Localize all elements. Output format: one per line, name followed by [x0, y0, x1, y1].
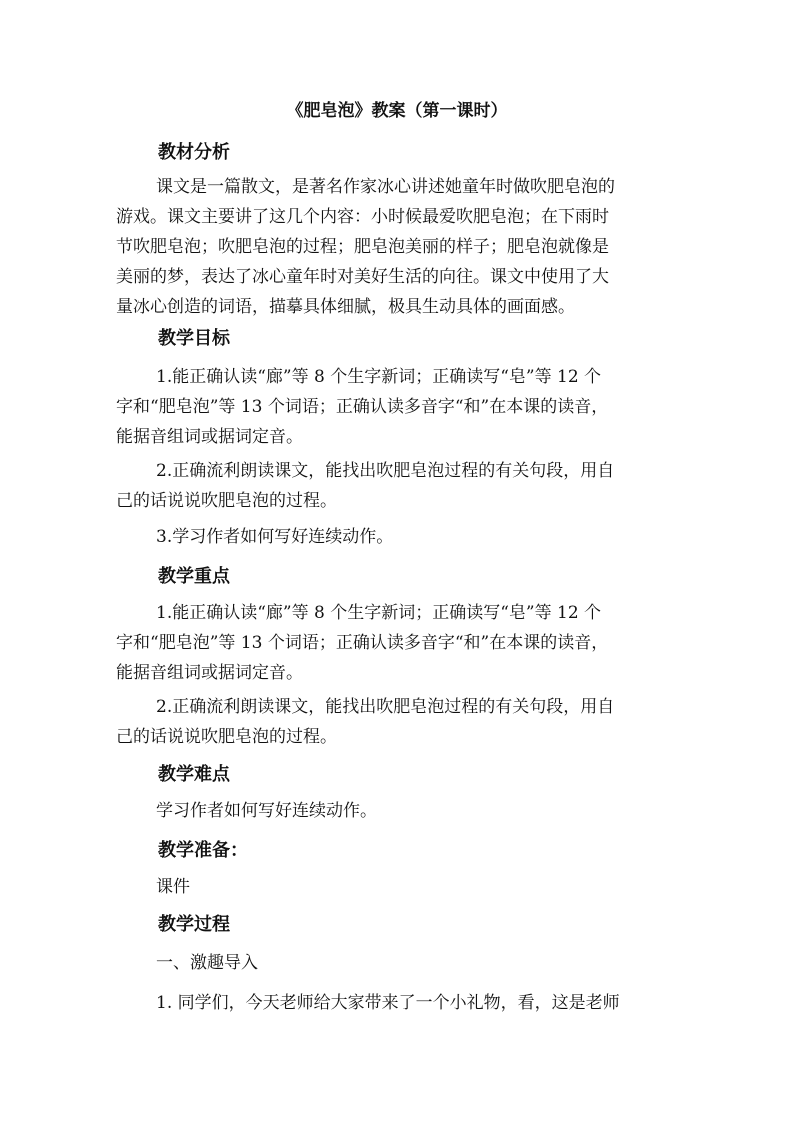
paragraph-line: 2.正确流利朗读课文，能找出吹肥皂泡过程的有关句段，用自 — [156, 697, 615, 717]
keypoints-item-1 — [116, 598, 676, 688]
paragraph-line: 节吹肥皂泡；吹肥皂泡的过程；肥皂泡美丽的样子；肥皂泡就像是 — [116, 237, 609, 257]
page-title: 《肥皂泡》教案（第一课时） — [286, 101, 508, 121]
heading-goals: 教学目标 — [158, 328, 230, 349]
paragraph-line: 量冰心创造的词语，描摹具体细腻，极具生动具体的画面感。 — [116, 297, 575, 317]
goals-item-1 — [116, 362, 676, 452]
paragraph-line: 2.正确流利朗读课文，能找出吹肥皂泡过程的有关句段，用自 — [156, 461, 615, 481]
paragraph-line: 一、激趣导入 — [156, 953, 258, 973]
heading-prep: 教学准备： — [158, 840, 248, 861]
process-item-1 — [116, 988, 676, 1018]
paragraph-line: 己的话说说吹肥皂泡的过程。 — [116, 727, 337, 747]
prep-text — [116, 872, 676, 902]
paragraph-line: 1.能正确认读“廊”等 8 个生字新词；正确读写“皂”等 12 个 — [156, 367, 602, 387]
paragraph-line: 美丽的梦，表达了冰心童年时对美好生活的向往。课文中使用了大 — [116, 267, 609, 287]
heading-process: 教学过程 — [158, 914, 230, 935]
paragraph-line: 1. 同学们，今天老师给大家带来了一个小礼物，看，这是老师 — [156, 993, 620, 1013]
paragraph-line: 字和“肥皂泡”等 13 个词语；正确认读多音字“和”在本课的读音， — [116, 633, 609, 653]
difficulty-text — [116, 796, 676, 826]
heading-keypoints: 教学重点 — [158, 566, 230, 587]
goals-item-3 — [116, 522, 676, 552]
heading-difficulty: 教学难点 — [158, 764, 230, 785]
analysis-paragraph — [116, 172, 676, 322]
paragraph-line: 字和“肥皂泡”等 13 个词语；正确认读多音字“和”在本课的读音， — [116, 397, 609, 417]
paragraph-line: 己的话说说吹肥皂泡的过程。 — [116, 491, 337, 511]
paragraph-line: 游戏。课文主要讲了这几个内容：小时候最爱吹肥皂泡；在下雨时 — [116, 207, 609, 227]
paragraph-line: 能据音组词或据词定音。 — [116, 427, 303, 447]
paragraph-line: 课件 — [156, 877, 190, 897]
paragraph-line: 学习作者如何写好连续动作。 — [156, 801, 377, 821]
keypoints-item-2 — [116, 692, 676, 752]
paragraph-line: 3.学习作者如何写好连续动作。 — [156, 527, 394, 547]
paragraph-line: 1.能正确认读“廊”等 8 个生字新词；正确读写“皂”等 12 个 — [156, 603, 602, 623]
goals-item-2 — [116, 456, 676, 516]
process-step-1 — [116, 948, 676, 978]
heading-analysis: 教材分析 — [158, 142, 230, 163]
paragraph-line: 课文是一篇散文，是著名作家冰心讲述她童年时做吹肥皂泡的 — [156, 177, 615, 197]
paragraph-line: 能据音组词或据词定音。 — [116, 663, 303, 683]
